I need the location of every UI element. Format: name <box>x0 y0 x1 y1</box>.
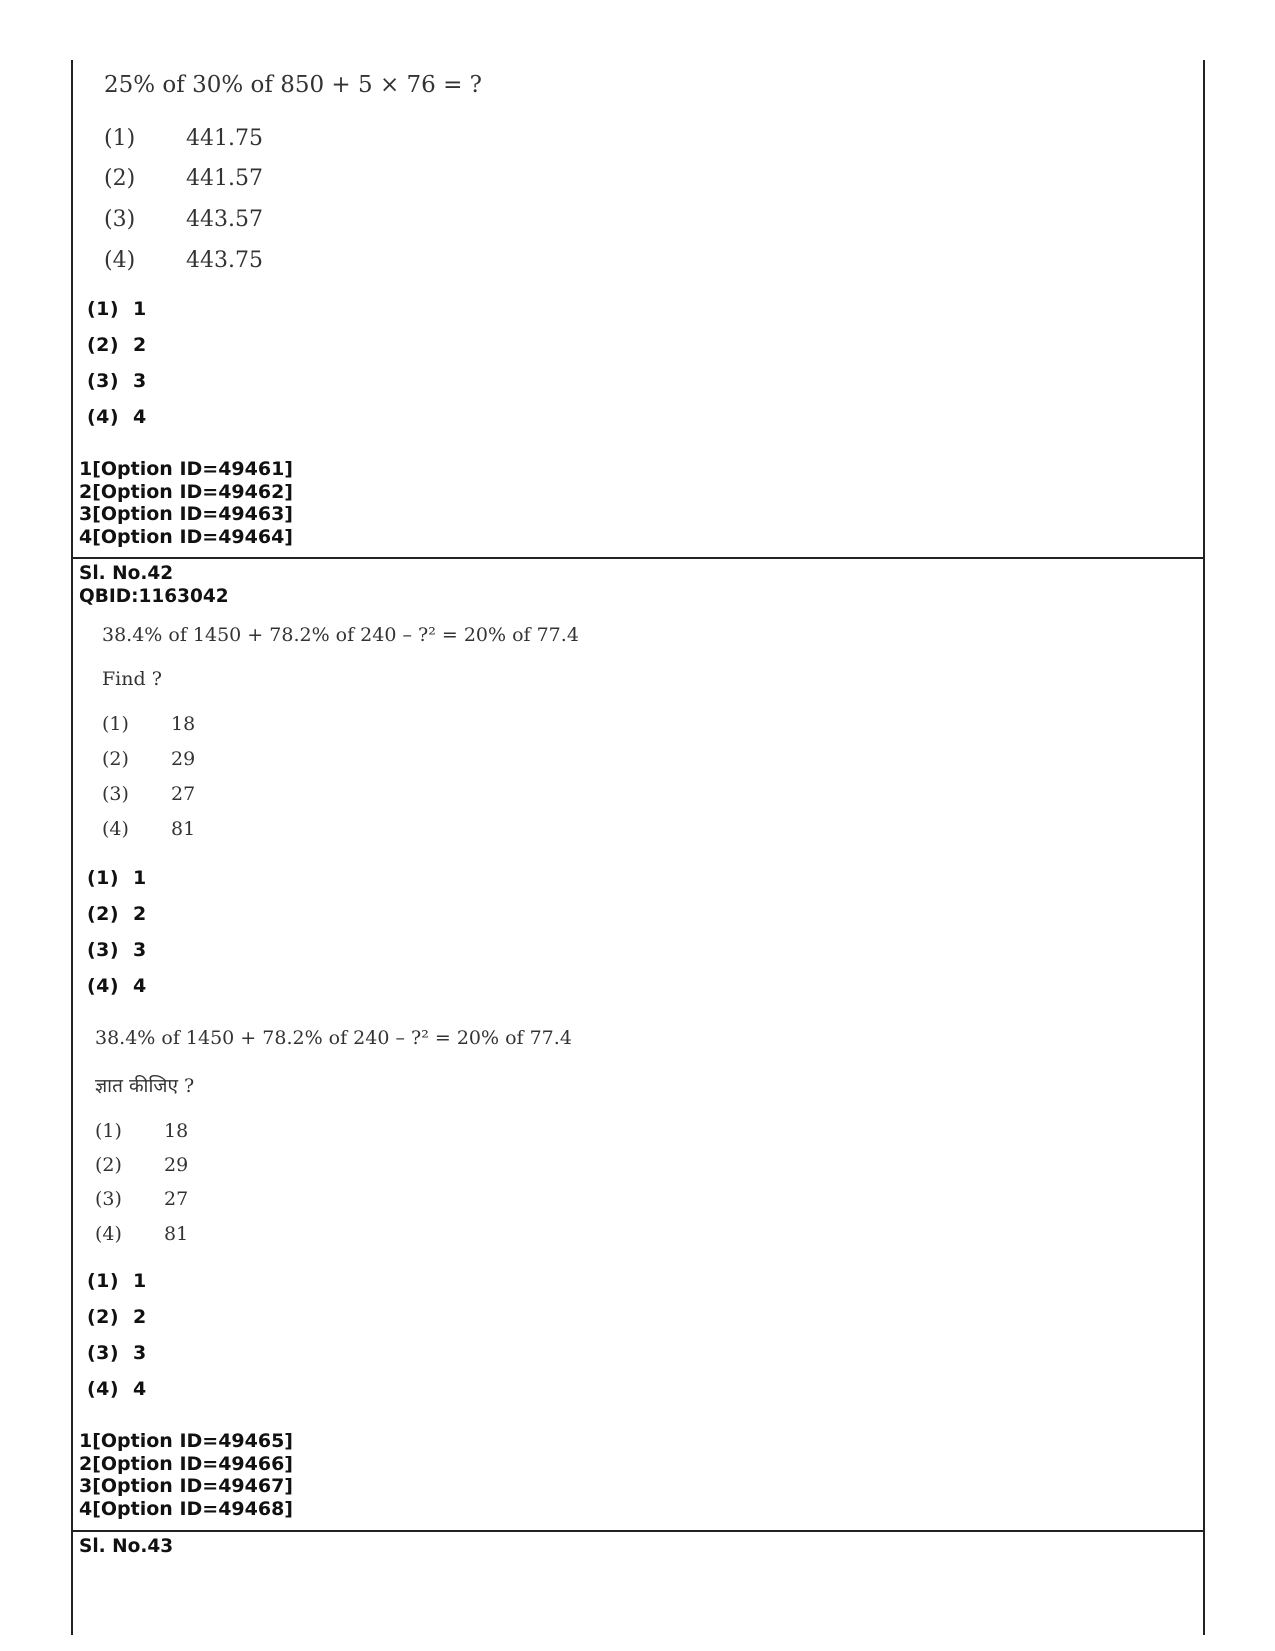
answer-option-value: 4 <box>133 406 147 428</box>
option-id-line: 2[Option ID=49466] <box>79 1452 293 1475</box>
question-stem-hindi: 38.4% of 1450 + 78.2% of 240 – ?² = 20% of 77.4 <box>95 1027 572 1049</box>
choice-number: (3) <box>95 1188 122 1210</box>
answer-option-value: 3 <box>133 370 147 392</box>
question-divider <box>71 557 1205 559</box>
right-border <box>1203 60 1205 1635</box>
choice-number: (1) <box>102 713 129 735</box>
option-id-line: 2[Option ID=49462] <box>79 480 293 503</box>
choice-number: (3) <box>102 783 129 805</box>
question-stem: 25% of 30% of 850 + 5 × 76 = ? <box>104 72 483 98</box>
answer-option-number: (1) <box>87 1270 120 1292</box>
choice-number: (2) <box>104 166 136 191</box>
option-id-line: 3[Option ID=49467] <box>79 1475 293 1497</box>
choice-number: (2) <box>102 748 129 770</box>
answer-option-number: (4) <box>87 975 120 997</box>
option-id-line: 4[Option ID=49464] <box>79 525 293 548</box>
serial-number: Sl. No.42 <box>79 563 174 584</box>
answer-option-number: (3) <box>87 370 120 392</box>
answer-option-number: (2) <box>87 1306 120 1328</box>
choice-number: (4) <box>95 1223 122 1245</box>
answer-option-number: (3) <box>87 939 120 961</box>
choice-number: (2) <box>95 1154 122 1176</box>
answer-option-value: 4 <box>133 1378 147 1400</box>
choice-value: 27 <box>164 1188 189 1210</box>
choice-value: 443.75 <box>186 248 263 273</box>
answer-option-number: (3) <box>87 1342 120 1364</box>
choice-value: 29 <box>164 1154 189 1176</box>
choice-value: 81 <box>171 818 196 840</box>
answer-option-value: 2 <box>133 1306 147 1328</box>
answer-option-value: 2 <box>133 334 147 356</box>
answer-option-number: (1) <box>87 867 120 889</box>
left-border <box>71 60 73 1635</box>
option-id-line: 4[Option ID=49468] <box>79 1497 293 1520</box>
answer-option-value: 1 <box>133 867 147 889</box>
option-id-line: 1[Option ID=49461] <box>79 458 293 480</box>
question-stem-english: 38.4% of 1450 + 78.2% of 240 – ?² = 20% of 77.4 <box>102 624 579 646</box>
choice-value: 441.75 <box>186 126 263 151</box>
answer-option-value: 2 <box>133 903 147 925</box>
answer-option-value: 1 <box>133 298 147 320</box>
qbid: QBID:1163042 <box>79 585 229 607</box>
answer-option-value: 3 <box>133 939 147 961</box>
option-id-line: 1[Option ID=49465] <box>79 1430 293 1452</box>
answer-option-number: (1) <box>87 298 120 320</box>
choice-value: 441.57 <box>186 166 263 191</box>
answer-option-value: 1 <box>133 1270 147 1292</box>
answer-option-number: (4) <box>87 406 120 428</box>
answer-option-number: (2) <box>87 334 120 356</box>
choice-value: 29 <box>171 748 196 770</box>
option-id-list <box>79 458 293 548</box>
question-header <box>79 563 229 608</box>
choice-number: (4) <box>102 818 129 840</box>
choice-value: 27 <box>171 783 196 805</box>
choice-number: (1) <box>95 1120 122 1142</box>
choice-number: (1) <box>104 126 136 151</box>
answer-option-value: 4 <box>133 975 147 997</box>
question-prompt-english: Find ? <box>102 668 162 690</box>
answer-option-number: (2) <box>87 903 120 925</box>
question-divider <box>71 1530 1205 1532</box>
question-prompt-hindi: ज्ञात कीजिए ? <box>95 1075 195 1097</box>
choice-value: 443.57 <box>186 207 263 232</box>
choice-value: 18 <box>171 713 196 735</box>
choice-number: (3) <box>104 207 136 232</box>
choice-value: 18 <box>164 1120 189 1142</box>
option-id-list <box>79 1430 293 1520</box>
serial-number: Sl. No.43 <box>79 1536 174 1557</box>
choice-number: (4) <box>104 248 136 273</box>
option-id-line: 3[Option ID=49463] <box>79 503 293 525</box>
answer-option-value: 3 <box>133 1342 147 1364</box>
choice-value: 81 <box>164 1223 189 1245</box>
answer-option-number: (4) <box>87 1378 120 1400</box>
